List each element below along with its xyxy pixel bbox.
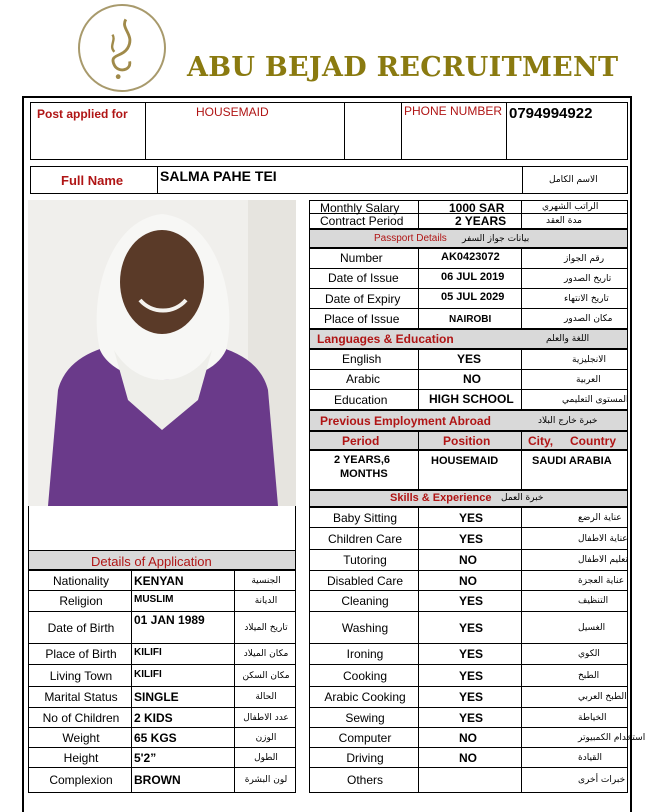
skill-label-cell-computer bbox=[309, 727, 419, 748]
skill-label-cell-cleaning bbox=[309, 590, 419, 612]
skill-label-cell-sewing bbox=[309, 707, 419, 728]
skill-label-cell-disabled-care bbox=[309, 570, 419, 591]
skill-label-tutoring: Tutoring bbox=[343, 553, 387, 567]
post-label-cell bbox=[30, 102, 146, 160]
app-label-complexion: Complexion bbox=[49, 773, 113, 787]
company-title: ABU BEJAD RECRUITMENT bbox=[187, 52, 619, 83]
skill-label-cell-children-care bbox=[309, 527, 419, 550]
skill-label-cooking: Cooking bbox=[342, 668, 388, 683]
education-ar-cell bbox=[521, 389, 628, 410]
app-label-cell-complexion bbox=[28, 767, 132, 793]
company-logo bbox=[78, 4, 166, 92]
app-label-cell-marital-status bbox=[28, 686, 132, 708]
arabic-label: Arabic bbox=[346, 372, 381, 386]
skill-value-cell-children-care bbox=[418, 527, 522, 550]
skill-label-sewing: Sewing bbox=[345, 710, 385, 725]
salary-value-cell bbox=[418, 200, 522, 214]
app-value-complexion: BROWN bbox=[134, 773, 181, 787]
employment-heading-ar: خبرة خارج البلاد bbox=[538, 416, 598, 426]
app-value-cell-living-town bbox=[131, 664, 235, 687]
skill-value-cell-washing bbox=[418, 611, 522, 644]
skills-heading-label: Skills & Experience bbox=[390, 492, 492, 504]
languages-heading bbox=[309, 329, 628, 349]
skill-ar-washing: الغسيل bbox=[578, 622, 606, 633]
app-label-cell-place-of-birth bbox=[28, 643, 132, 665]
skill-value-disabled-care: NO bbox=[459, 573, 477, 588]
arabic-value-cell bbox=[418, 369, 522, 390]
period-value-2: MONTHS bbox=[340, 468, 388, 480]
arabic-ar-cell bbox=[521, 369, 628, 390]
arabic-value: NO bbox=[463, 372, 481, 386]
phone-value: 0794994922 bbox=[509, 105, 593, 122]
skill-value-cell-cleaning bbox=[418, 590, 522, 612]
languages-heading-label: Languages & Education bbox=[317, 332, 454, 346]
passport-number-label-cell bbox=[309, 248, 419, 269]
skill-ar-cell-sewing bbox=[521, 707, 628, 728]
skill-ar-cleaning: التنظيف bbox=[578, 596, 609, 606]
calligraphy-logo-icon bbox=[80, 6, 164, 90]
app-label-cell-religion bbox=[28, 590, 132, 612]
app-label-weight: Weight bbox=[62, 730, 100, 745]
col-city-country-cell bbox=[521, 431, 628, 450]
app-value-marital-status: SINGLE bbox=[134, 690, 179, 704]
skills-heading bbox=[309, 490, 628, 507]
skill-label-arabic-cooking: Arabic Cooking bbox=[324, 690, 406, 704]
skill-ar-others: خبرات أخرى bbox=[578, 775, 626, 785]
skill-value-sewing: YES bbox=[459, 710, 484, 725]
post-label: Post applied for bbox=[37, 107, 128, 121]
skill-label-cleaning: Cleaning bbox=[341, 594, 389, 608]
expiry-date-label: Date of Expiry bbox=[325, 292, 401, 306]
col-period-cell bbox=[309, 431, 419, 450]
issue-place-ar: مكان الصدور bbox=[564, 314, 613, 324]
country-value-cell bbox=[521, 450, 628, 490]
expiry-date-ar: تاريخ الانتهاء bbox=[564, 294, 609, 304]
country-value: SAUDI ARABIA bbox=[532, 455, 612, 467]
contract-value-cell bbox=[418, 213, 522, 229]
period-value-cell bbox=[309, 450, 419, 490]
phone-value-cell bbox=[506, 102, 628, 160]
skill-ar-tutoring: تعليم الاطفال bbox=[578, 555, 629, 565]
education-label: Education bbox=[334, 393, 388, 407]
skill-label-cell-cooking bbox=[309, 664, 419, 687]
contract-value: 2 YEARS bbox=[455, 214, 507, 228]
passport-number-ar-cell bbox=[521, 248, 628, 269]
issue-place-label: Place of Issue bbox=[324, 312, 400, 326]
expiry-date-value-cell bbox=[418, 288, 522, 309]
salary-ar: الراتب الشهري bbox=[542, 202, 599, 212]
app-label-cell-height bbox=[28, 747, 132, 768]
skill-ar-cell-computer bbox=[521, 727, 646, 748]
skill-label-cell-washing bbox=[309, 611, 419, 644]
languages-heading-ar: اللغة والعلم bbox=[546, 334, 590, 344]
issue-date-label: Date of Issue bbox=[328, 271, 399, 285]
skill-label-baby-sitting: Baby Sitting bbox=[332, 510, 398, 525]
app-label-date-of-birth: Date of Birth bbox=[47, 620, 115, 635]
issue-date-ar-cell bbox=[521, 268, 628, 289]
skill-value-cell-arabic-cooking bbox=[418, 686, 522, 708]
app-value-height: 5'2” bbox=[134, 750, 157, 765]
skill-ar-baby-sitting: عناية الرضع bbox=[578, 512, 622, 523]
education-label-cell bbox=[309, 389, 419, 410]
skill-ar-children-care: عناية الاطفال bbox=[578, 533, 628, 544]
skill-ar-cell-driving bbox=[521, 747, 628, 768]
skills-heading-ar: خبرة العمل bbox=[501, 493, 544, 503]
skill-value-cleaning: YES bbox=[459, 594, 484, 608]
app-label-cell-living-town bbox=[28, 664, 132, 687]
passport-number-label: Number bbox=[340, 251, 383, 265]
contract-ar: مدة العقد bbox=[546, 216, 582, 226]
app-label-cell-nationality bbox=[28, 570, 132, 591]
skill-label-ironing: Ironing bbox=[346, 647, 384, 661]
passport-number-ar: رقم الجواز bbox=[564, 254, 605, 264]
skill-value-washing: YES bbox=[459, 620, 484, 635]
arabic-ar: العربية bbox=[576, 375, 601, 385]
app-value-cell-no-of-children bbox=[131, 707, 235, 728]
skill-ar-disabled-care: عناية العجزة bbox=[578, 575, 625, 586]
phone-label: PHONE NUMBER bbox=[404, 104, 503, 118]
skill-value-children-care: YES bbox=[459, 531, 484, 546]
app-ar-no-of-children: عدد الاطفال bbox=[243, 712, 289, 723]
skill-value-cell-sewing bbox=[418, 707, 522, 728]
app-label-religion: Religion bbox=[59, 594, 103, 608]
application-heading-label: Details of Application bbox=[91, 554, 212, 569]
english-ar-cell bbox=[521, 349, 628, 370]
skill-ar-driving: القيادة bbox=[578, 752, 602, 763]
english-value: YES bbox=[457, 352, 482, 366]
salary-label: Monthly Salary bbox=[320, 201, 400, 215]
skill-ar-cell-cleaning bbox=[521, 590, 628, 612]
app-value-religion: MUSLIM bbox=[134, 594, 174, 605]
skill-value-cell-baby-sitting bbox=[418, 507, 522, 528]
app-value-cell-complexion bbox=[131, 767, 235, 793]
skill-ar-arabic-cooking: الطبخ العربي bbox=[578, 692, 627, 702]
app-value-date-of-birth: 01 JAN 1989 bbox=[134, 613, 205, 627]
position-value: HOUSEMAID bbox=[431, 455, 499, 467]
position-value-cell bbox=[418, 450, 522, 490]
applicant-portrait-icon bbox=[28, 200, 296, 506]
skill-value-driving: NO bbox=[459, 750, 477, 765]
skill-ar-cell-tutoring bbox=[521, 549, 628, 571]
employment-heading-label: Previous Employment Abroad bbox=[320, 414, 491, 428]
fullname-label-cell bbox=[30, 166, 158, 194]
app-ar-weight: الوزن bbox=[255, 732, 277, 743]
app-label-cell-date-of-birth bbox=[28, 611, 132, 644]
app-value-cell-date-of-birth bbox=[131, 611, 235, 644]
passport-heading-ar: بيانات جواز السفر bbox=[462, 234, 530, 244]
app-value-cell-place-of-birth bbox=[131, 643, 235, 665]
skill-ar-cell-cooking bbox=[521, 664, 628, 687]
salary-value: 1000 SAR bbox=[449, 201, 505, 215]
skill-label-cell-others bbox=[309, 767, 419, 793]
col-position-cell bbox=[418, 431, 522, 450]
app-ar-marital-status: الحالة bbox=[255, 692, 277, 702]
skill-label-cell-tutoring bbox=[309, 549, 419, 571]
skill-ar-cell-baby-sitting bbox=[521, 507, 628, 528]
skill-value-arabic-cooking: YES bbox=[459, 690, 484, 704]
app-value-cell-height bbox=[131, 747, 235, 768]
education-value-cell bbox=[418, 389, 522, 410]
app-ar-date-of-birth: تاريخ الميلاد bbox=[244, 622, 288, 633]
skill-value-cell-cooking bbox=[418, 664, 522, 687]
fullname-ar-cell bbox=[522, 166, 628, 194]
skill-ar-ironing: الكوي bbox=[578, 649, 600, 659]
skill-label-driving: Driving bbox=[346, 750, 384, 765]
app-ar-nationality: الجنسية bbox=[251, 575, 281, 586]
skill-value-baby-sitting: YES bbox=[459, 510, 484, 525]
fullname-ar: الاسم الكامل bbox=[549, 175, 598, 185]
passport-heading-label: Passport Details bbox=[374, 233, 447, 244]
app-ar-complexion: لون البشرة bbox=[244, 775, 288, 785]
expiry-date-value: 05 JUL 2029 bbox=[441, 291, 505, 303]
skill-ar-cell-children-care bbox=[521, 527, 628, 550]
app-value-living-town: KILIFI bbox=[134, 668, 162, 680]
english-ar: الانجليزية bbox=[572, 355, 606, 365]
application-heading bbox=[28, 550, 296, 570]
blank-cell bbox=[344, 102, 402, 160]
contract-label-cell bbox=[309, 213, 419, 229]
app-ar-cell-place-of-birth bbox=[234, 643, 296, 665]
col-city: City, bbox=[528, 434, 554, 448]
app-label-living-town: Living Town bbox=[49, 668, 113, 683]
skill-label-others: Others bbox=[346, 773, 383, 787]
issue-place-ar-cell bbox=[521, 308, 628, 329]
skill-value-cell-disabled-care bbox=[418, 570, 522, 591]
skill-ar-computer: استخدام الكمبيوتر bbox=[578, 732, 646, 743]
app-label-no-of-children: No of Children bbox=[42, 710, 120, 725]
contract-ar-cell bbox=[521, 213, 628, 229]
app-ar-cell-living-town bbox=[234, 664, 296, 687]
english-label: English bbox=[342, 352, 382, 366]
skill-ar-cell-others bbox=[521, 767, 628, 793]
education-value: HIGH SCHOOL bbox=[429, 392, 514, 406]
app-ar-religion: الديانة bbox=[254, 596, 278, 606]
education-ar: المستوى التعليمي bbox=[562, 395, 629, 405]
app-label-height: Height bbox=[63, 750, 99, 765]
skill-value-cell-others bbox=[418, 767, 522, 793]
employment-heading bbox=[309, 410, 628, 431]
issue-place-value: NAIROBI bbox=[449, 314, 492, 325]
skill-ar-cell-ironing bbox=[521, 643, 628, 665]
issue-place-value-cell bbox=[418, 308, 522, 329]
skill-value-cell-tutoring bbox=[418, 549, 522, 571]
arabic-label-cell bbox=[309, 369, 419, 390]
skill-label-cell-arabic-cooking bbox=[309, 686, 419, 708]
skill-value-computer: NO bbox=[459, 730, 477, 745]
post-value: HOUSEMAID bbox=[196, 105, 269, 119]
skill-label-computer: Computer bbox=[338, 730, 392, 745]
skill-ar-sewing: الخياطة bbox=[578, 712, 607, 723]
skill-label-children-care: Children Care bbox=[327, 531, 403, 546]
fullname-label: Full Name bbox=[61, 173, 124, 188]
expiry-date-label-cell bbox=[309, 288, 419, 309]
skill-label-cell-ironing bbox=[309, 643, 419, 665]
skill-ar-cell-arabic-cooking bbox=[521, 686, 628, 708]
app-value-cell-religion bbox=[131, 590, 235, 612]
app-value-weight: 65 KGS bbox=[134, 730, 177, 745]
expiry-date-ar-cell bbox=[521, 288, 628, 309]
app-value-no-of-children: 2 KIDS bbox=[134, 710, 173, 725]
photo-spacer bbox=[28, 506, 296, 550]
col-period: Period bbox=[342, 434, 380, 448]
app-ar-cell-date-of-birth bbox=[234, 611, 296, 644]
english-value-cell bbox=[418, 349, 522, 370]
app-ar-cell-no-of-children bbox=[234, 707, 296, 728]
skill-ar-cell-disabled-care bbox=[521, 570, 628, 591]
app-value-cell-nationality bbox=[131, 570, 235, 591]
fullname-value: SALMA PAHE TEI bbox=[160, 168, 277, 184]
app-ar-height: الطول bbox=[254, 752, 278, 763]
skill-ar-cell-washing bbox=[521, 611, 628, 644]
app-ar-cell-religion bbox=[234, 590, 296, 612]
app-ar-living-town: مكان السكن bbox=[242, 670, 290, 681]
period-value: 2 YEARS,6 bbox=[334, 454, 391, 466]
skill-value-cell-ironing bbox=[418, 643, 522, 665]
fullname-value-cell bbox=[157, 166, 523, 194]
app-ar-place-of-birth: مكان الميلاد bbox=[243, 649, 289, 659]
phone-label-cell bbox=[401, 102, 507, 160]
salary-ar-cell bbox=[521, 200, 628, 214]
applicant-photo bbox=[28, 200, 296, 506]
col-country: Country bbox=[570, 434, 616, 448]
skill-label-disabled-care: Disabled Care bbox=[326, 573, 404, 588]
skill-label-washing: Washing bbox=[341, 620, 389, 635]
app-label-cell-weight bbox=[28, 727, 132, 748]
skill-value-ironing: YES bbox=[459, 647, 484, 661]
issue-date-value-cell bbox=[418, 268, 522, 289]
app-ar-cell-nationality bbox=[234, 570, 296, 591]
app-ar-cell-marital-status bbox=[234, 686, 296, 708]
skill-ar-cooking: الطبخ bbox=[578, 670, 600, 681]
issue-place-label-cell bbox=[309, 308, 419, 329]
app-label-nationality: Nationality bbox=[52, 573, 110, 588]
passport-number-value-cell bbox=[418, 248, 522, 269]
col-position: Position bbox=[443, 434, 491, 448]
issue-date-label-cell bbox=[309, 268, 419, 289]
skill-value-cell-computer bbox=[418, 727, 522, 748]
app-label-cell-no-of-children bbox=[28, 707, 132, 728]
skill-label-cell-driving bbox=[309, 747, 419, 768]
english-label-cell bbox=[309, 349, 419, 370]
app-value-cell-marital-status bbox=[131, 686, 235, 708]
app-value-nationality: KENYAN bbox=[134, 573, 184, 588]
contract-label: Contract Period bbox=[320, 214, 404, 228]
app-label-marital-status: Marital Status bbox=[44, 690, 118, 704]
app-ar-cell-weight bbox=[234, 727, 296, 748]
skill-value-cooking: YES bbox=[459, 668, 484, 683]
app-value-cell-weight bbox=[131, 727, 235, 748]
app-ar-cell-height bbox=[234, 747, 296, 768]
passport-heading bbox=[309, 229, 628, 248]
salary-label-cell bbox=[309, 200, 419, 214]
app-ar-cell-complexion bbox=[234, 767, 296, 793]
passport-number-value: AK0423072 bbox=[441, 251, 500, 263]
app-value-place-of-birth: KILIFI bbox=[134, 647, 162, 658]
skill-value-cell-driving bbox=[418, 747, 522, 768]
skill-label-cell-baby-sitting bbox=[309, 507, 419, 528]
skill-value-tutoring: NO bbox=[459, 553, 477, 567]
issue-date-ar: تاريخ الصدور bbox=[564, 274, 612, 284]
post-value-cell bbox=[145, 102, 345, 160]
issue-date-value: 06 JUL 2019 bbox=[441, 271, 505, 283]
app-label-place-of-birth: Place of Birth bbox=[45, 647, 117, 661]
